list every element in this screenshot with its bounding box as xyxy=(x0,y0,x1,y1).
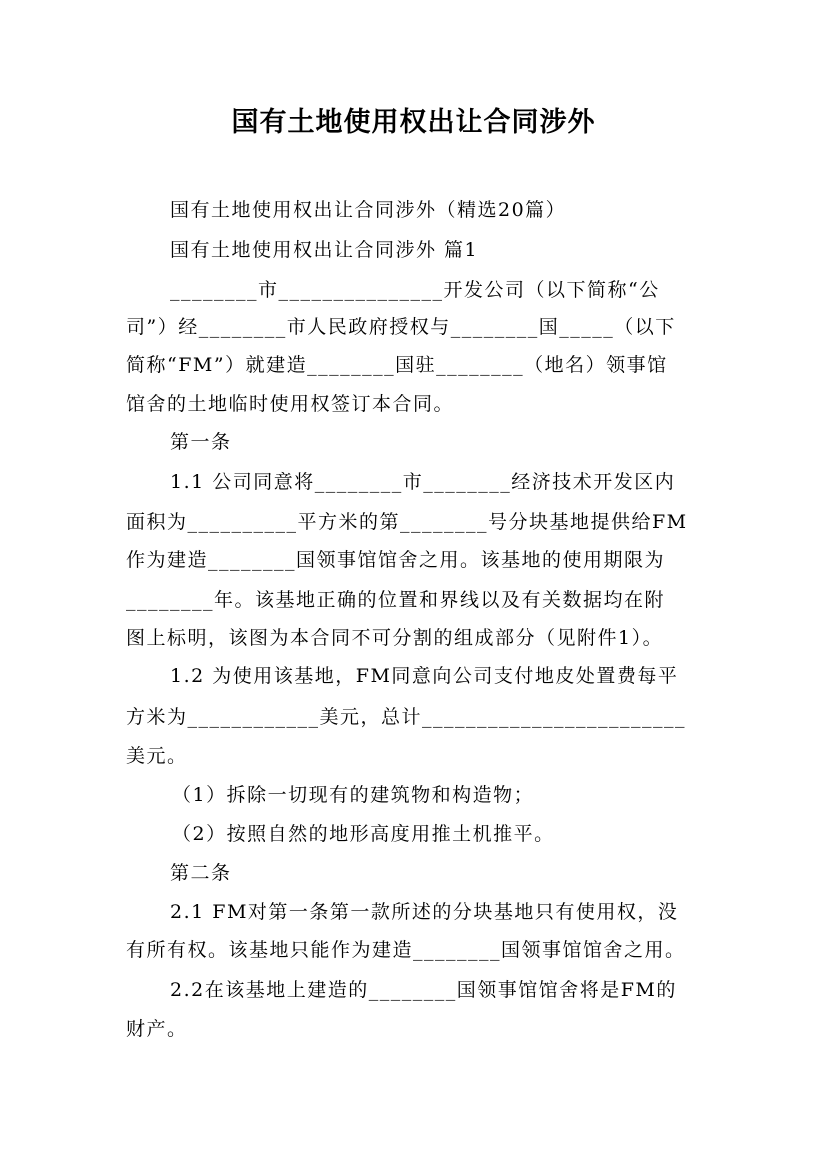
paragraph-line: ________市_______________开发公司（以下简称“公 xyxy=(170,279,660,301)
list-item: （1）拆除一切现有的建筑物和构造物； xyxy=(172,784,535,806)
paragraph-line: 图上标明，该图为本合同不可分割的组成部分（见附件1）。 xyxy=(126,627,664,649)
page-title: 国有土地使用权出让合同涉外 xyxy=(231,107,596,138)
paragraph-line: ________年。该基地正确的位置和界线以及有关数据均在附 xyxy=(126,589,666,611)
list-item: （2）按照自然的地形高度用推土机推平。 xyxy=(172,823,555,845)
paragraph-line: 1.1 公司同意将________市________经济技术开发区内 xyxy=(170,471,676,493)
paragraph-line: 有所有权。该基地只能作为建造________国领事馆馆舍之用。 xyxy=(126,939,686,961)
paragraph-line: 方米为____________美元，总计________________________ xyxy=(126,706,687,728)
article-heading: 第二条 xyxy=(170,862,232,884)
paragraph-line: 2.1 FM对第一条第一款所述的分块基地只有使用权，没 xyxy=(170,901,679,923)
paragraph-line: 简称“FM”）就建造________国驻________（地名）领事馆 xyxy=(126,354,668,376)
paragraph-line: 2.2在该基地上建造的________国领事馆馆舍将是FM的 xyxy=(170,979,677,1001)
paragraph-line: 1.2 为使用该基地，FM同意向公司支付地皮处置费每平 xyxy=(170,665,679,687)
paragraph-line: 作为建造________国领事馆馆舍之用。该基地的使用期限为 xyxy=(126,549,666,571)
paragraph-line: 美元。 xyxy=(126,745,188,767)
paragraph-line: 财产。 xyxy=(126,1018,188,1040)
paragraph-line: 司”）经________市人民政府授权与________国_____（以下 xyxy=(126,316,676,338)
section-heading: 国有土地使用权出让合同涉外 篇1 xyxy=(170,239,479,261)
paragraph-line: 面积为__________平方米的第________号分块基地提供给FM xyxy=(126,511,688,533)
paragraph-line: 馆舍的土地临时使用权签订本合同。 xyxy=(126,393,455,415)
article-heading: 第一条 xyxy=(170,431,232,453)
subtitle-line: 国有土地使用权出让合同涉外（精选20篇） xyxy=(170,199,567,221)
